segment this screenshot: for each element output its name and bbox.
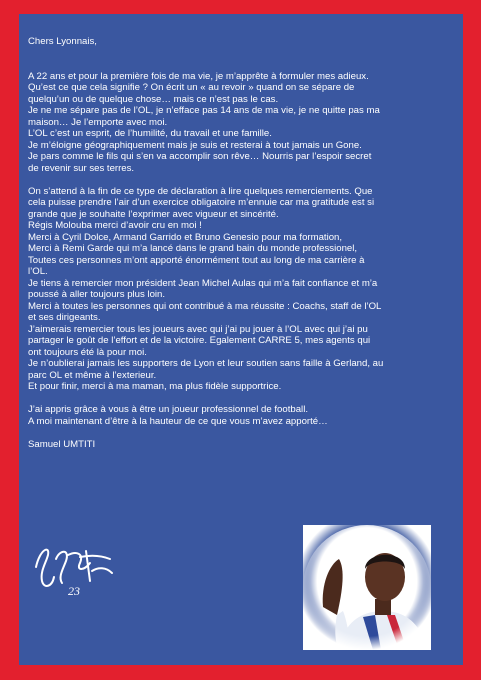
text-line: On s’attend à la fin de ce type de déclaration à lire quelques remerciements. Que	[28, 185, 373, 197]
signature-name: Samuel UMTITI	[28, 438, 96, 450]
text-line: grande que je souhaite l’exprimer avec vigueur et sincérité.	[28, 208, 279, 220]
text-line: Merci à Remi Garde qui m’a lancé dans le grand bain du monde professionel,	[28, 243, 358, 254]
paragraph-thanks	[28, 186, 436, 393]
text-line: Je tiens à remercier mon président Jean Michel Aulas qui m’a fait confiance et m’a	[28, 277, 378, 289]
text-line: parc OL et même à l’exterieur.	[28, 369, 157, 381]
text-line: Je ne me sépare pas de l’OL, je n’efface pas 14 ans de ma vie, je ne quitte pas ma	[28, 105, 380, 116]
signature-number: 23	[68, 584, 80, 597]
text-line: de revenir sur ses terres.	[28, 162, 135, 174]
handwritten-signature	[26, 537, 126, 602]
text-line: Qu’est ce que cela signifie ? On écrit un « au revoir » quand on se sépare de	[28, 82, 355, 93]
text-line: partager le goût de l’effort et de la victoire. Egalement CARRE 5, mes agents qui	[28, 335, 371, 346]
text-line: J’aimerais remercier tous les joueurs avec qui j’ai pu jouer à l’OL avec qui j’ai pu	[28, 323, 368, 335]
text-line: et ses dirigeants.	[28, 312, 101, 323]
greeting: Chers Lyonnais,	[28, 36, 97, 47]
text-line: l’OL.	[28, 266, 48, 277]
text-line: J’ai appris grâce à vous à être un joueur professionnel de football.	[28, 404, 308, 415]
text-line: ont toujours été là pour moi.	[28, 346, 147, 358]
player-photo	[303, 525, 431, 650]
text-line: Je n’oublierai jamais les supporters de Lyon et leur soutien sans faille à Gerland, au	[28, 358, 384, 369]
text-line: Je m’éloigne géographiquement mais je suis et resterai à tout jamais un Gone.	[28, 139, 362, 151]
paragraph-farewell	[28, 71, 436, 175]
text-line: L’OL c’est un esprit, de l’humilité, du travail et une famille.	[28, 128, 272, 139]
text-line: Je pars comme le fils qui s’en va accomplir son rêve… Nourris par l’espoir secret	[28, 151, 372, 162]
text-line: maison… Je l’emporte avec moi.	[28, 116, 168, 128]
paragraph-closing	[28, 404, 436, 427]
letter-body	[28, 36, 436, 450]
text-line: Merci à toutes les personnes qui ont contribué à ma réussite : Coachs, staff de l’OL	[28, 300, 382, 312]
text-line: Et pour finir, merci à ma maman, ma plus fidèle supportrice.	[28, 381, 282, 392]
text-line: poussé à aller toujours plus loin.	[28, 289, 166, 300]
text-line: A 22 ans et pour la première fois de ma vie, je m’apprête à formuler mes adieux.	[28, 70, 369, 82]
text-line: quelqu’un ou de quelque chose… mais ce n’est pas le cas.	[28, 93, 279, 105]
text-line: A moi maintenant d’être à la hauteur de ce que vous m’avez apporté…	[28, 415, 328, 427]
text-line: Toutes ces personnes m’ont apporté énormément tout au long de ma carrière à	[28, 254, 365, 266]
text-line: Régis Molouba merci d’avoir cru en moi !	[28, 220, 202, 231]
text-line: Merci à Cyril Dolce, Armand Garrido et Bruno Genesio pour ma formation,	[28, 231, 343, 243]
text-line: cela puisse prendre l’air d’un exercice obligatoire m’ennuie car ma gratitude est si	[28, 197, 375, 208]
